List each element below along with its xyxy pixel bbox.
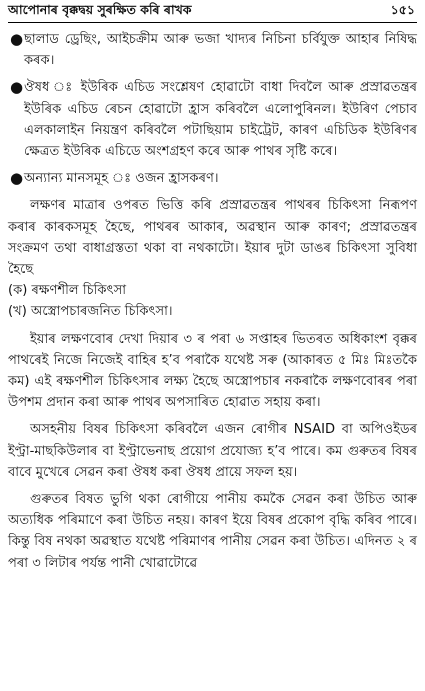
bullet-text: ঔষধ ঃ ইউৰিক এচিড সংশ্লেষণ হোৱাটো বাধা দিবলৈ আৰু প্ৰস্ৰাৱতন্ত্ৰৰ ইউৰিক এচিড ৰেচন হোৱাটো হ্ৰাস কৰিবলৈ এলোপুৰিনল। ইউৰিণ পেচাব এলকালাইন নিয়ন্ত্ৰণ কৰিবলৈ পটাছিয়াম চাইট্ৰেট, কাৰণ এচিডিক ইউৰিণৰ ক্ষেত্ৰত ইউৰিক এচিডে অংশগ্ৰহণ কৰে আৰু পাথৰ সৃষ্টি কৰে। xyxy=(24,80,417,160)
paragraph-fluid-intake: গুৰুতৰ বিষত ভুগি থকা ৰোগীয়ে পানীয় কমকৈ সেৱন কৰা উচিত আৰু অত্যধিক পৰিমাণে কৰা উচিত নহয়। কাৰণ ইয়ে বিষৰ প্ৰকোপ বৃদ্ধি কৰিব পাৰে। কিন্তু বিষ নথকা অৱস্থাত যথেষ্ট পৰিমাণৰ পানীয় সেৱন কৰা উচিত। এদিনত ২ ৰ পৰা ৩ লিটাৰ পৰ্যন্ত পানী খোৱাটোৱে xyxy=(8,492,417,571)
bullet-item xyxy=(8,77,417,162)
list-item-surgical: (খ) অস্ত্ৰোপচাৰজনিত চিকিৎসা। xyxy=(8,304,173,320)
list-item-conservative: (ক) ৰক্ষণশীল চিকিৎসা xyxy=(8,283,127,299)
bullet-item xyxy=(8,29,417,71)
bullet-dot-icon: ● xyxy=(10,30,24,48)
bullet-text: অন্যান্য মানসমূহ ঃ ওজন হ্ৰাসকৰণ। xyxy=(24,171,219,187)
paragraph-conservative-treatment: ইয়াৰ লক্ষণবোৰ দেখা দিয়াৰ ৩ ৰ পৰা ৬ সপ্তাহৰ ভিতৰত অধিকাংশ বৃক্কৰ পাথৰেই নিজে নিজেই বাহিৰ হ’ব পৰাকৈ যথেষ্ট সৰু (আকাৰত ৫ মিঃ মিঃতকৈ কম) এই ৰক্ষণশীল চিকিৎসাৰ লক্ষ্য হৈছে অস্ত্ৰোপচাৰ নকৰাকৈ লক্ষণবোৰৰ পৰা উপশম প্ৰদান কৰা আৰু পাথৰ অপসাৰিত হোৱাত সহায় কৰা। xyxy=(8,331,417,411)
running-header xyxy=(8,0,417,23)
bullet-item xyxy=(8,168,417,189)
bullet-dot-icon: ● xyxy=(10,78,24,97)
bullet-text: ছালাড ড্ৰেছিং, আইচক্ৰীম আৰু ভজা খাদ্যৰ নিচিনা চৰ্বিযুক্ত আহাৰ নিষিদ্ধ কৰক। xyxy=(24,32,417,69)
bullet-dot-icon: ● xyxy=(10,169,24,188)
paragraph-treatment-factors: লক্ষণৰ মাত্ৰাৰ ওপৰত ভিত্তি কৰি প্ৰস্ৰাৱতন্ত্ৰৰ পাথৰৰ চিকিৎসা নিৰূপণ কৰাৰ কাৰকসমূহ হৈছে, পাথৰৰ আকাৰ, অৱস্থান আৰু কাৰণ; প্ৰস্ৰাৱতন্ত্ৰৰ সংক্ৰমণ তথা বাধাগ্ৰস্ততা থকা বা নথকাটো। ইয়াৰ দুটা ডাঙৰ চিকিৎসা সুবিধা হৈছে xyxy=(8,198,417,278)
paragraph-pain-treatment: অসহনীয় বিষৰ চিকিৎসা কৰিবলৈ এজন ৰোগীৰ NSAID বা অপিওইডৰ ইণ্ট্ৰা-মাছকিউলাৰ বা ইণ্ট্ৰাভেনাছ প্ৰয়োগ প্ৰযোজ্য হ’ব পাৰে। কম গুৰুতৰ বিষৰ বাবে মুখেৰে সেৱন কৰা ঔষধ কৰা ঔষধ প্ৰায়ে সফল হয়। xyxy=(8,422,417,480)
header-title: আপোনাৰ বৃক্কদ্বয় সুৰক্ষিত কৰি ৰাখক xyxy=(8,2,192,17)
page-number: ১৫১ xyxy=(390,2,415,17)
